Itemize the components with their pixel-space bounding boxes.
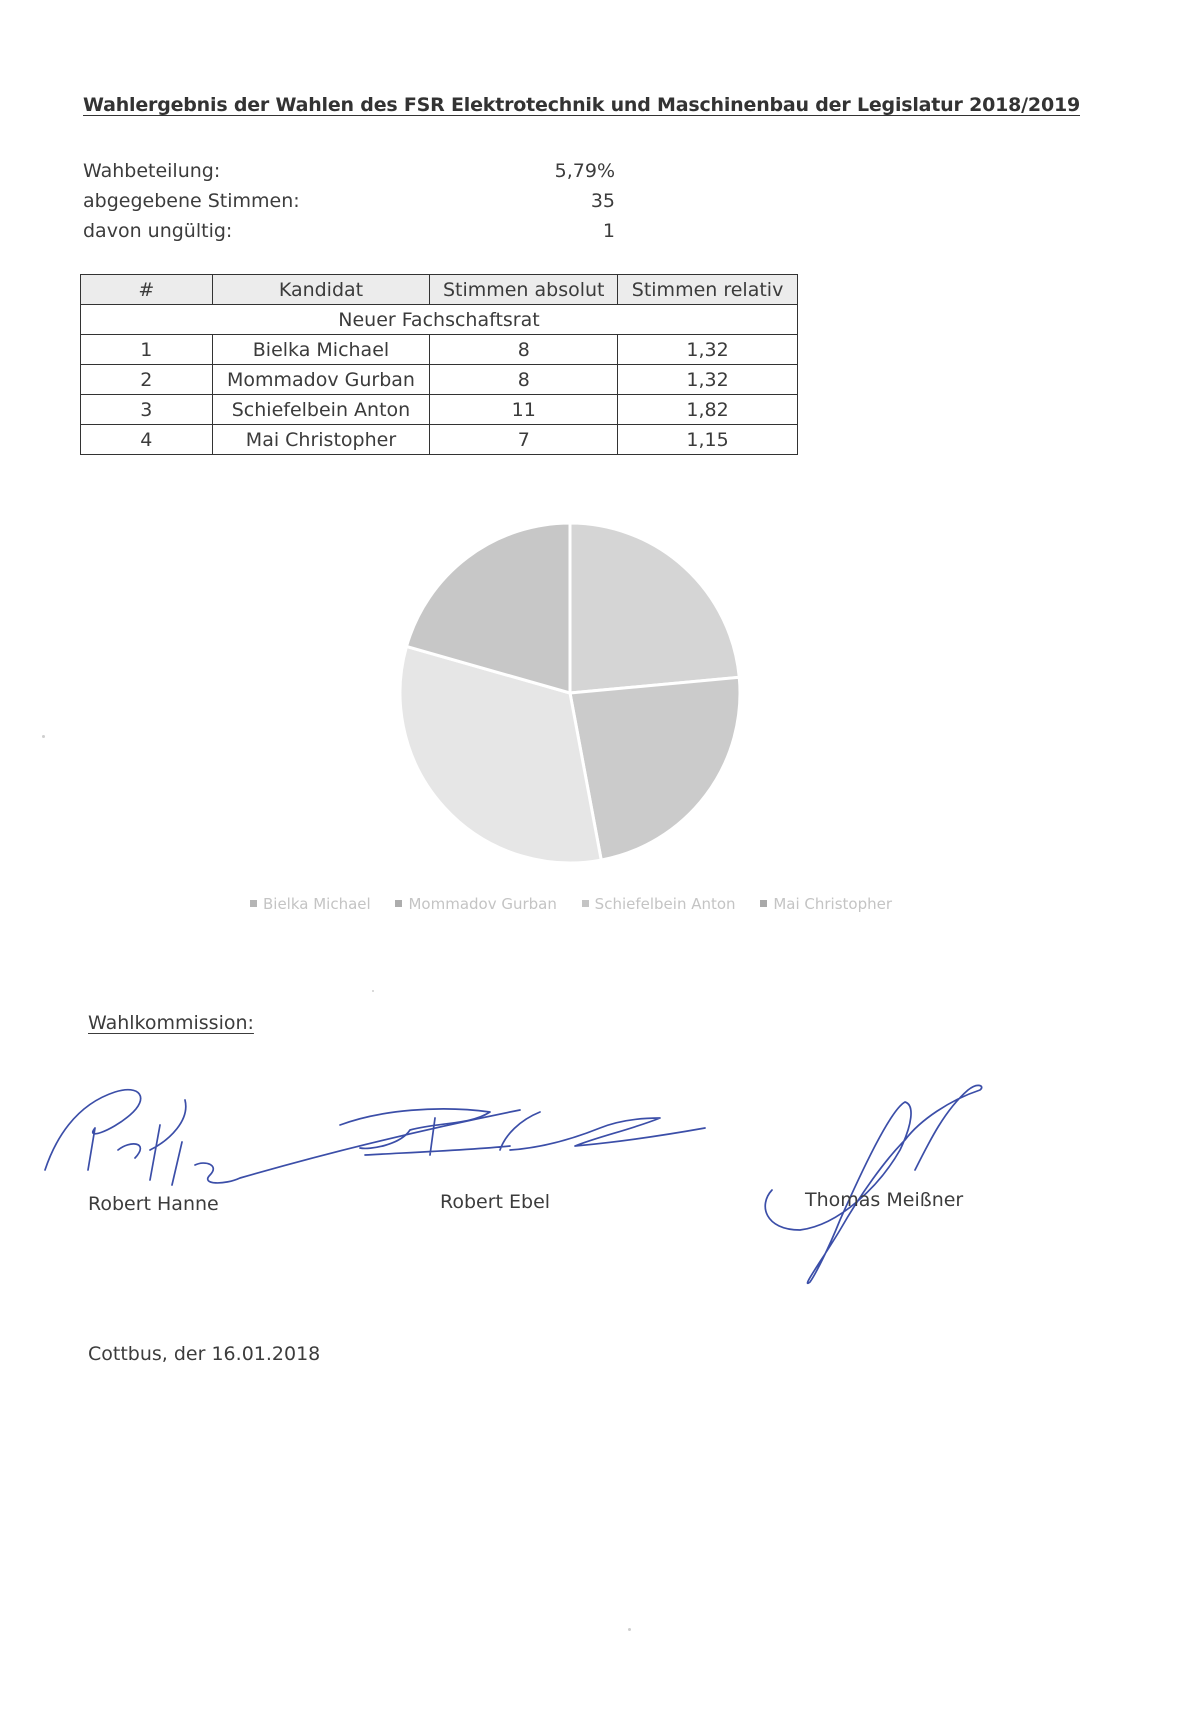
legend-item — [395, 895, 556, 913]
votes-cast-value: 35 — [590, 190, 615, 212]
row-number: 3 — [81, 395, 213, 425]
member-name-meissner: Thomas Meißner — [805, 1189, 964, 1211]
place-date: Cottbus, der 16.01.2018 — [88, 1343, 321, 1365]
scan-speck — [372, 990, 374, 992]
row-candidate: Mai Christopher — [212, 425, 430, 455]
chart-legend — [250, 895, 930, 913]
header-votes-absolute: Stimmen absolut — [430, 275, 618, 305]
scan-speck — [42, 735, 45, 738]
signature-hanne — [45, 1090, 520, 1185]
invalid-votes-label: davon ungültig: — [83, 220, 233, 242]
legend-item — [760, 895, 892, 913]
legend-label: Bielka Michael — [263, 895, 371, 913]
header-candidate: Kandidat — [212, 275, 430, 305]
legend-label: Mai Christopher — [773, 895, 893, 913]
row-candidate: Mommadov Gurban — [212, 365, 430, 395]
row-number: 1 — [81, 335, 213, 365]
row-votes-absolute: 11 — [430, 395, 618, 425]
member-name-ebel: Robert Ebel — [440, 1191, 551, 1213]
row-votes-absolute: 8 — [430, 365, 618, 395]
legend-swatch — [250, 900, 257, 907]
pie-slices — [400, 523, 740, 863]
signature-ebel — [340, 1109, 705, 1155]
row-votes-relative: 1,82 — [618, 395, 798, 425]
row-number: 4 — [81, 425, 213, 455]
row-candidate: Bielka Michael — [212, 335, 430, 365]
table-row — [81, 425, 798, 455]
row-number: 2 — [81, 365, 213, 395]
votes-cast-label: abgegebene Stimmen: — [83, 190, 300, 212]
row-votes-relative: 1,15 — [618, 425, 798, 455]
table-row — [81, 335, 798, 365]
signatures — [0, 1060, 1200, 1300]
legend-swatch — [395, 900, 402, 907]
row-votes-absolute: 7 — [430, 425, 618, 455]
turnout-label: Wahbeteilung: — [83, 160, 221, 182]
legend-label: Schiefelbein Anton — [594, 895, 736, 913]
section-title: Neuer Fachschaftsrat — [81, 305, 798, 335]
document-title: Wahlergebnis der Wahlen des FSR Elektrotechnik und Maschinenbau der Legislatur 2018/2019 — [83, 94, 1080, 116]
legend-swatch — [582, 900, 589, 907]
row-votes-relative: 1,32 — [618, 365, 798, 395]
table-header-row — [81, 275, 798, 305]
member-name-hanne: Robert Hanne — [88, 1193, 219, 1215]
section-row — [81, 305, 798, 335]
signature-meissner — [765, 1085, 981, 1283]
turnout-value: 5,79% — [554, 160, 615, 182]
row-candidate: Schiefelbein Anton — [212, 395, 430, 425]
pie-slice-bielka-michael — [570, 523, 739, 693]
header-votes-relative: Stimmen relativ — [618, 275, 798, 305]
header-number: # — [81, 275, 213, 305]
scan-speck — [628, 1628, 631, 1631]
table-row — [81, 395, 798, 425]
table-row — [81, 365, 798, 395]
pie-chart — [395, 518, 745, 868]
legend-item — [582, 895, 736, 913]
legend-swatch — [760, 900, 767, 907]
legend-item — [250, 895, 371, 913]
row-votes-relative: 1,32 — [618, 335, 798, 365]
legend-label: Mommadov Gurban — [408, 895, 557, 913]
invalid-votes-value: 1 — [602, 220, 615, 242]
row-votes-absolute: 8 — [430, 335, 618, 365]
committee-label: Wahlkommission: — [88, 1012, 254, 1034]
results-table — [80, 274, 798, 455]
